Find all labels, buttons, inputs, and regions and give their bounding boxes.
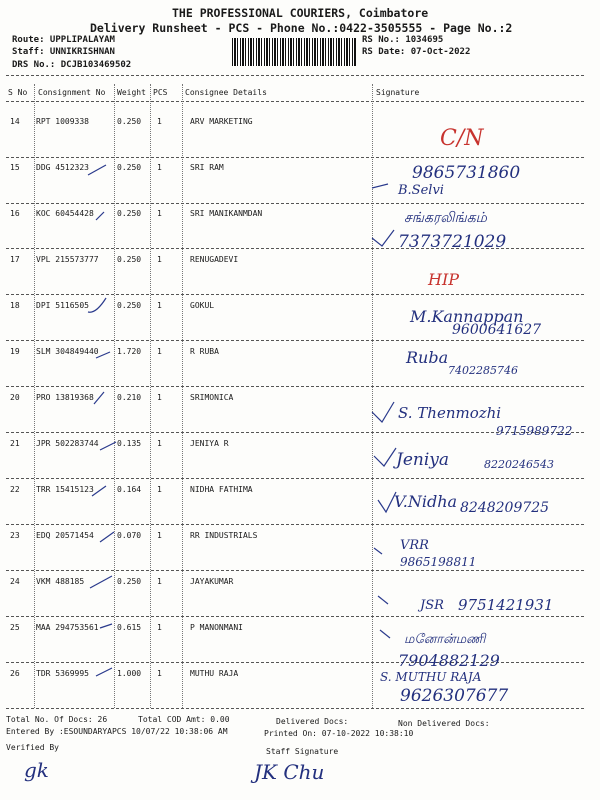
- drs-number: DRS No.: DCJB103469502: [12, 60, 132, 70]
- row-sno: 21: [10, 439, 20, 448]
- row-pcs: 1: [157, 117, 162, 126]
- row-consignment: TRR 15415123: [36, 485, 94, 494]
- row-pcs: 1: [157, 623, 162, 632]
- row-weight: 0.615: [117, 623, 142, 632]
- row-sno: 15: [10, 163, 20, 172]
- handwritten-signature: Jeniya: [396, 450, 450, 470]
- row-sno: 18: [10, 301, 20, 310]
- handwritten-signature: சங்கரலிங்கம்: [404, 210, 487, 226]
- row-consignee: ARV MARKETING: [190, 117, 253, 126]
- row-sno: 16: [10, 209, 20, 218]
- handwritten-phone: 7373721029: [398, 232, 507, 252]
- entered-by: Entered By :ESOUNDARYAPCS 10/07/22 10:38:06 AM: [6, 727, 228, 736]
- handwritten-signature: மனோன்மணி: [404, 632, 486, 647]
- handwritten-signature: V.Nidha: [394, 492, 458, 511]
- handwritten-signature: VRR: [400, 538, 429, 553]
- delivered-docs-label: Delivered Docs:: [276, 717, 349, 726]
- row-pcs: 1: [157, 209, 162, 218]
- row-weight: 0.070: [117, 531, 142, 540]
- row-weight: 0.250: [117, 255, 142, 264]
- row-consignment: KOC 60454428: [36, 209, 94, 218]
- row-weight: 0.250: [117, 301, 142, 310]
- route-label: Route: UPPLIPALAYAM: [12, 35, 115, 45]
- total-cod: Total COD Amt: 0.00: [138, 715, 230, 724]
- handwritten-phone: 7904882129: [398, 651, 500, 670]
- row-weight: 0.250: [117, 209, 142, 218]
- handwritten-signature: S. MUTHU RAJA: [380, 670, 482, 684]
- row-consignee: SRI RAM: [190, 163, 224, 172]
- row-weight: 0.250: [117, 117, 142, 126]
- row-sno: 23: [10, 531, 20, 540]
- row-pcs: 1: [157, 485, 162, 494]
- row-weight: 0.164: [117, 485, 142, 494]
- row-consignment: MAA 294753561: [36, 623, 99, 632]
- handwritten-signature: B.Selvi: [398, 183, 444, 198]
- verified-by-label: Verified By: [6, 743, 59, 752]
- printed-on: Printed On: 07-10-2022 10:38:10: [264, 729, 414, 738]
- row-consignee: MUTHU RAJA: [190, 669, 239, 678]
- col-header-pcs: PCS: [153, 88, 168, 97]
- row-consignee: RENUGADEVI: [190, 255, 239, 264]
- staff-signature: JK Chu: [254, 760, 325, 784]
- col-header-sno: S No: [8, 88, 28, 97]
- handwritten-hip-mark: HIP: [428, 270, 460, 289]
- row-weight: 1.000: [117, 669, 142, 678]
- row-pcs: 1: [157, 669, 162, 678]
- document-title: THE PROFESSIONAL COURIERS, Coimbatore: [172, 6, 429, 20]
- document-subtitle: Delivery Runsheet - PCS - Phone No.:0422-3505555 - Page No.:2: [90, 21, 513, 35]
- row-consignment: DPI 5116505: [36, 301, 89, 310]
- row-consignment: EDQ 20571454: [36, 531, 94, 540]
- row-consignment: TDR 5369995: [36, 669, 89, 678]
- handwritten-phone: 9865198811: [400, 555, 477, 569]
- handwritten-phone: 8248209725: [460, 500, 550, 516]
- row-sno: 22: [10, 485, 20, 494]
- row-consignment: RPT 1009338: [36, 117, 89, 126]
- row-weight: 1.720: [117, 347, 142, 356]
- row-weight: 0.210: [117, 393, 142, 402]
- row-weight: 0.250: [117, 577, 142, 586]
- col-header-consignee: Consignee Details: [185, 88, 267, 97]
- handwritten-phone: 9865731860: [412, 163, 521, 183]
- row-sno: 20: [10, 393, 20, 402]
- row-consignee: R RUBA: [190, 347, 219, 356]
- row-consignment: PRO 13819368: [36, 393, 94, 402]
- handwritten-phone: 8220246543: [484, 458, 554, 471]
- row-consignee: JAYAKUMAR: [190, 577, 234, 586]
- staff-signature-label: Staff Signature: [266, 747, 339, 756]
- row-consignee: SRI MANIKANMDAN: [190, 209, 263, 218]
- handwritten-phone: 7402285746: [448, 364, 518, 377]
- row-consignment: SLM 304849440: [36, 347, 99, 356]
- handwritten-phone: 9626307677: [400, 686, 509, 706]
- row-consignee: JENIYA R: [190, 439, 229, 448]
- handwritten-phone: 9751421931: [458, 596, 554, 614]
- verified-signature: gk: [24, 758, 49, 782]
- handwritten-phone: 9600641627: [452, 322, 542, 338]
- row-pcs: 1: [157, 163, 162, 172]
- row-sno: 19: [10, 347, 20, 356]
- row-pcs: 1: [157, 255, 162, 264]
- handwritten-signature: M.Kannappan: [410, 307, 524, 326]
- row-consignment: JPR 502283744: [36, 439, 99, 448]
- row-consignee: SRIMONICA: [190, 393, 234, 402]
- staff-label: Staff: UNNIKRISHNAN: [12, 47, 115, 57]
- col-header-signature: Signature: [376, 88, 420, 97]
- handwritten-signature: S. Thenmozhi: [398, 404, 502, 422]
- row-consignee: P MANONMANI: [190, 623, 243, 632]
- row-pcs: 1: [157, 577, 162, 586]
- rs-date: RS Date: 07-Oct-2022: [362, 47, 471, 57]
- row-pcs: 1: [157, 531, 162, 540]
- row-pcs: 1: [157, 393, 162, 402]
- row-sno: 25: [10, 623, 20, 632]
- row-weight: 0.135: [117, 439, 142, 448]
- row-consignment: VKM 488185: [36, 577, 85, 586]
- col-header-weight: Weight: [117, 88, 146, 97]
- handwritten-signature: JSR: [420, 598, 444, 613]
- row-sno: 14: [10, 117, 20, 126]
- total-docs: Total No. Of Docs: 26: [6, 715, 108, 724]
- col-header-consignment: Consignment No: [38, 88, 106, 97]
- row-pcs: 1: [157, 347, 162, 356]
- row-consignee: RR INDUSTRIALS: [190, 531, 258, 540]
- row-sno: 17: [10, 255, 20, 264]
- row-pcs: 1: [157, 301, 162, 310]
- handwritten-signature: Ruba: [406, 348, 449, 367]
- row-consignee: GOKUL: [190, 301, 215, 310]
- handwritten-cn-mark: C/N: [440, 126, 484, 151]
- row-consignment: DDG 4512323: [36, 163, 89, 172]
- row-pcs: 1: [157, 439, 162, 448]
- row-sno: 26: [10, 669, 20, 678]
- row-consignee: NIDHA FATHIMA: [190, 485, 253, 494]
- row-consignment: VPL 215573777: [36, 255, 99, 264]
- non-delivered-docs-label: Non Delivered Docs:: [398, 719, 490, 728]
- row-sno: 24: [10, 577, 20, 586]
- rs-number: RS No.: 1034695: [362, 35, 444, 45]
- row-weight: 0.250: [117, 163, 142, 172]
- handwritten-phone: 9715989722: [496, 424, 573, 438]
